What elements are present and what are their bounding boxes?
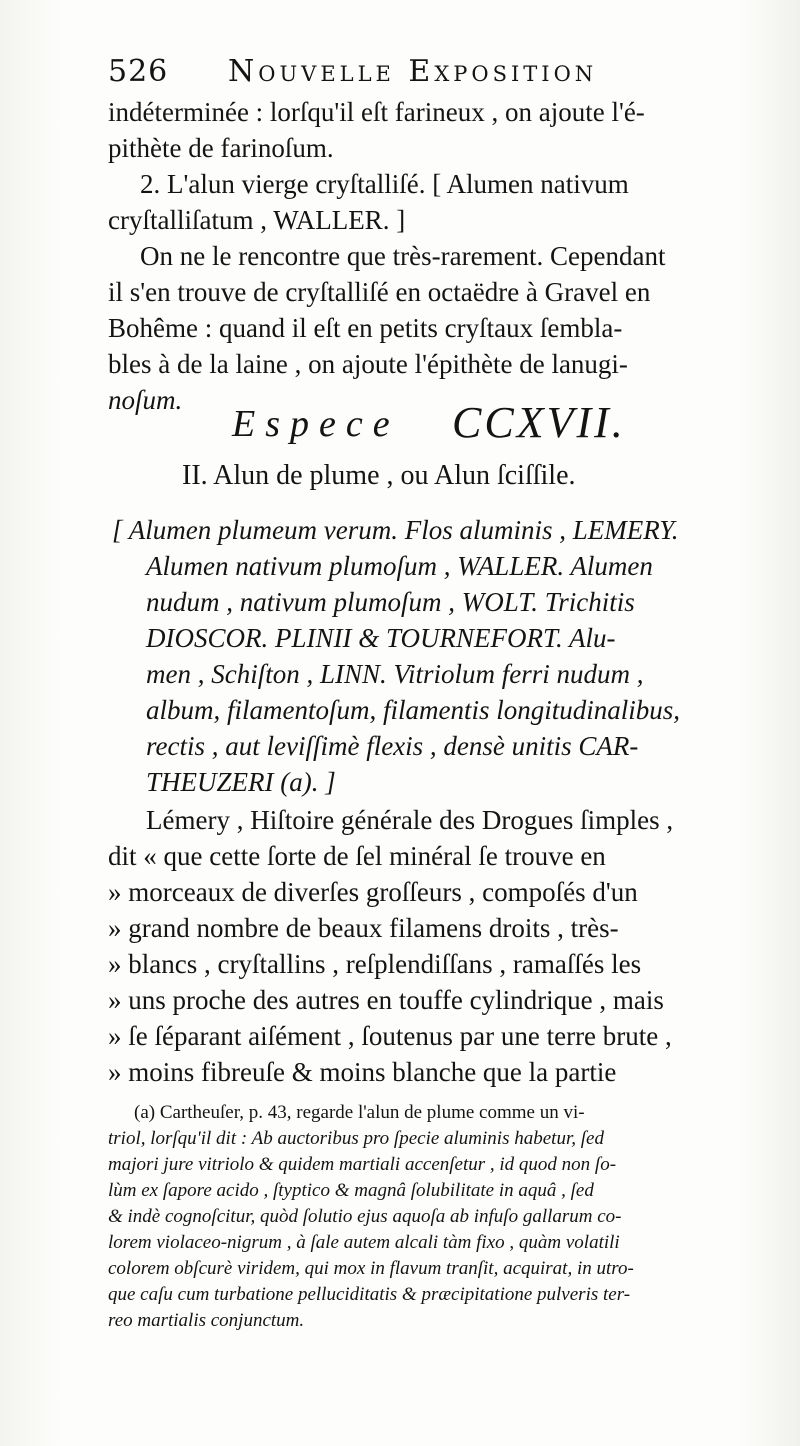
synonym-line: DIOSCOR. PLINII & TOURNEFORT. Alu- (146, 623, 616, 653)
body-line: 2. L'alun vierge cryſtalliſé. [ Alumen nativum (140, 169, 629, 199)
footnote-line: que caſu cum turbatione pelluciditatis & præcipitatione pulveris ter- (108, 1284, 631, 1305)
quote-line: » uns proche des autres en touffe cylindrique , mais (108, 985, 664, 1015)
quote-line: » moins fibreuſe & moins blanche que la partie (108, 1057, 617, 1087)
footnote-line: triol, lorſqu'il dit : Ab auctoribus pro ſpecie aluminis habetur, ſed (108, 1128, 604, 1149)
quote-line: » blancs , cryſtallins , reſplendiſſans , ramaſſés les (108, 949, 642, 979)
quote-line: » ſe ſéparant aiſément , ſoutenus par une terre brute , (108, 1021, 672, 1051)
body-line: il s'en trouve de cryſtalliſé en octaëdre à Gravel en (108, 277, 651, 307)
footnote-line: reo martialis conjunctum. (108, 1310, 305, 1331)
quote-line: » grand nombre de beaux filamens droits , très- (108, 913, 619, 943)
footnote-line: lùm ex ſapore acido , ſtyptico & magnâ ſolubilitate in aquâ , ſed (108, 1180, 594, 1201)
species-word: Espece (232, 403, 400, 445)
synonym-line: THEUZERI (a). ] (146, 767, 336, 797)
synonym-line: [ Alumen plumeum verum. Flos aluminis , LEMERY. (112, 515, 679, 545)
footnote-line: colorem obſcurè viridem, qui mox in flavum tranſit, acquirat, in utro- (108, 1258, 634, 1279)
running-title: Nouvelle Exposition (228, 54, 598, 89)
section-heading: II. Alun de plume , ou Alun ſciſſile. (182, 460, 576, 491)
body-line: On ne le rencontre que très-rarement. Cependant (140, 241, 666, 271)
body-line: pithète de farinoſum. (108, 133, 334, 163)
footnote-line: majori jure vitriolo & quidem martiali accenſetur , id quod non ſo- (108, 1154, 617, 1175)
body-line: indéterminée : lorſqu'il eſt farineux , on ajoute l'é- (108, 97, 645, 127)
body-line: noſum. (108, 385, 183, 415)
page-number: 526 (108, 54, 169, 89)
quote-line: dit « que cette ſorte de ſel minéral ſe trouve en (108, 841, 606, 871)
synonym-line: album, filamentoſum, filamentis longitudinalibus, (146, 695, 681, 725)
footnote-line: (a) Cartheuſer, p. 43, regarde l'alun de plume comme un vi- (134, 1102, 585, 1123)
species-heading (232, 398, 712, 448)
body-line: cryſtalliſatum , WALLER. ] (108, 205, 406, 235)
synonym-line: men , Schiſton , LINN. Vitriolum ferri nudum , (146, 659, 644, 689)
quote-line: » morceaux de diverſes groſſeurs , compoſés d'un (108, 877, 638, 907)
quote-line: Lémery , Hiſtoire générale des Drogues ſimples , (146, 805, 674, 835)
footnote-line: lorem violaceo-nigrum , à ſale autem alcali tàm fixo , quàm volatili (108, 1232, 620, 1253)
synonym-line: Alumen nativum plumoſum , WALLER. Alumen (146, 551, 653, 581)
running-header (108, 52, 708, 92)
synonym-line: nudum , nativum plumoſum , WOLT. Trichitis (146, 587, 635, 617)
species-number: CCXVII. (452, 398, 626, 447)
synonym-line: rectis , aut leviſſimè flexis , densè unitis CAR- (146, 731, 639, 761)
body-line: bles à de la laine , on ajoute l'épithète de lanugi- (108, 349, 628, 379)
footnote-line: & indè cognoſcitur, quòd ſolutio ejus aquoſa ab infuſo gallarum co- (108, 1206, 622, 1227)
body-line: Bohême : quand il eſt en petits cryſtaux ſembla- (108, 313, 623, 343)
